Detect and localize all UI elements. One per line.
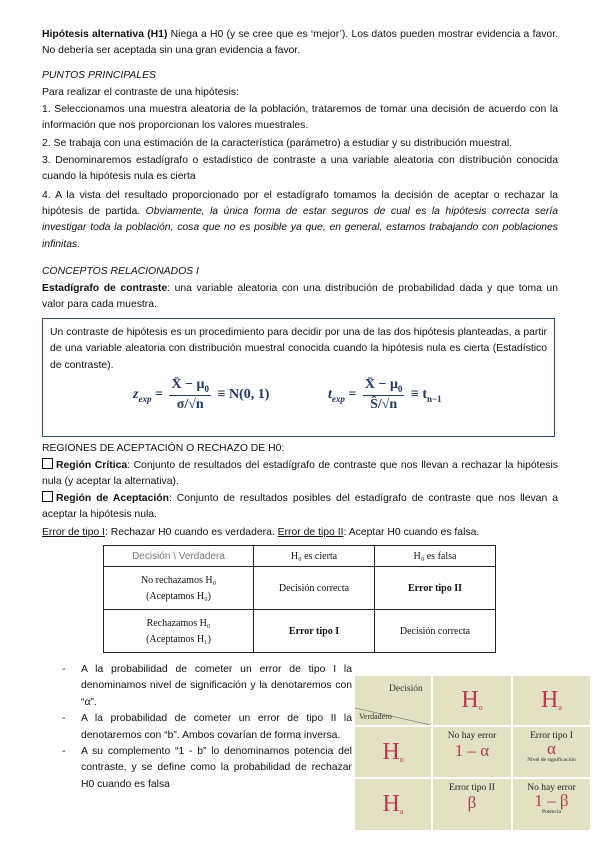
list-item: - A su complemento “1 - b” lo denominamos potencia del contraste, y se define como la probabilidad de rechazar H0 cuando es falsa bbox=[62, 746, 352, 790]
estadigrafo-definition: Estadígrafo de contraste: una variable aleatoria con una distribución de probabilidad dada y que toma un valor para cada muestra. bbox=[42, 283, 558, 311]
grid-cell-no-error: No hay error 1 – α bbox=[433, 727, 511, 777]
table-header: H₀ es falsa bbox=[375, 546, 496, 567]
table-row bbox=[104, 567, 496, 610]
puntos-item-1: 1. Seleccionamos una muestra aleatoria de la población, trataremos de tomar una decisión de acuerdo con la información que nos proporcionan los valores muestrales. bbox=[42, 104, 558, 132]
table-cell: Rechazamos H₀ (Aceptamos H₁) bbox=[104, 610, 254, 653]
region-aceptacion: Región de Aceptación: Conjunto de resultados posibles del estadígrafo de contraste que nos llevan a aceptar la hipótesis nula. bbox=[42, 493, 559, 521]
list-item: - A la probabilidad de cometer un error de tipo I la denominamos nivel de significación y la denotaremos con “α”. bbox=[62, 664, 352, 708]
table-cell: Error tipo I bbox=[254, 610, 375, 653]
table-cell: Error tipo II bbox=[375, 567, 496, 610]
t-formula: $t_{exp}$ = $\frac{X̄ - \mu_0}{Ŝ/√n}$ ≡ $t_{n-1}$ bbox=[328, 377, 442, 412]
grid-row-ha: $H_a$ bbox=[355, 779, 431, 830]
definition-text: Un contraste de hipótesis es un procedimiento para decidir por una de las dos hipótesis planteadas, a partir de una variable aleatoria con distribución muestral conocida cuando la hipótesis nula es cierta (Estadístico de contraste). bbox=[50, 327, 547, 371]
table-header: H₀ es cierta bbox=[254, 546, 375, 567]
region-critica: Región Crítica: Conjunto de resultados del estadígrafo de contraste que nos llevan a rechazar la hipótesis nula (y aceptar la alternativa). bbox=[42, 460, 558, 488]
puntos-item-4: 4. A la vista del resultado proporcionado por el estadígrafo tomamos la decisión de aceptar o rechazar la hipótesis de partida. Obviamente, la única forma de estar seguros de cual es la hipótesis correcta sería investigar toda la población, cosa que no es posible ya que, en general, estamos trabajando con poblaciones infinitas. bbox=[42, 190, 559, 250]
table-cell: Decisión correcta bbox=[375, 610, 496, 653]
puntos-heading: PUNTOS PRINCIPALES bbox=[42, 70, 156, 81]
z-formula: $z_{exp}$ = $\frac{X̄ - \mu_0}{\sigma/√n}$ ≡ N(0, 1) bbox=[133, 377, 270, 412]
grid-row-h0: $H_o$ bbox=[355, 727, 431, 777]
bullet-list bbox=[62, 662, 352, 793]
intro-paragraph: Hipótesis alternativa (H1) Niega a H0 (y se cree que es ‘mejor’). Los datos pueden mostrar evidencia a favor. No debería ser aceptada sin una gran evidencia a favor. bbox=[42, 29, 558, 57]
table-cell: Decisión correcta bbox=[254, 567, 375, 610]
table-row bbox=[104, 610, 496, 653]
table-cell: No rechazamos H₀ (Aceptamos H₀) bbox=[104, 567, 254, 610]
h1-label: Hipótesis alternativa (H1) bbox=[42, 29, 168, 40]
checkbox-square-icon bbox=[42, 491, 53, 502]
regiones-heading: REGIONES DE ACEPTACIÓN O RECHAZO DE H0: bbox=[42, 443, 285, 454]
error-types-line: Error de tipo I: Rechazar H0 cuando es verdadera. Error de tipo II: Aceptar H0 cuando es falsa. bbox=[42, 527, 480, 538]
grid-corner-cell: Decisión Verdadero bbox=[355, 676, 431, 725]
puntos-item-2: 2. Se trabaja con una estimación de la característica (parámetro) a estudiar y su distribución muestral. bbox=[42, 138, 513, 149]
grid-cell-error-2: Error tipo II β bbox=[433, 779, 511, 830]
table-header: Decisión \ Verdadera bbox=[104, 546, 254, 567]
list-item: - A la probabilidad de cometer un error de tipo II la denotaremos con “b”. Ambos covarían de forma inversa. bbox=[62, 713, 352, 741]
grid-cell-error-1: Error tipo I α Nivel de significación bbox=[513, 727, 590, 777]
error-grid-figure bbox=[355, 676, 590, 830]
checkbox-square-icon bbox=[42, 458, 53, 469]
conceptos-heading: CONCEPTOS RELACIONADOS I bbox=[42, 266, 199, 277]
puntos-lead: Para realizar el contraste de una hipótesis: bbox=[42, 87, 239, 98]
decision-table bbox=[103, 545, 496, 653]
grid-header-h0: $H_o$ bbox=[433, 676, 511, 725]
grid-header-ha: $H_a$ bbox=[513, 676, 590, 725]
definition-box bbox=[42, 318, 555, 437]
grid-cell-no-error-2: No hay error 1 – β Potencia bbox=[513, 779, 590, 830]
puntos-item-3: 3. Denominaremos estadígrafo o estadístico de contraste a una variable aleatoria con distribución conocida cuando la hipótesis nula es cierta bbox=[42, 155, 558, 183]
